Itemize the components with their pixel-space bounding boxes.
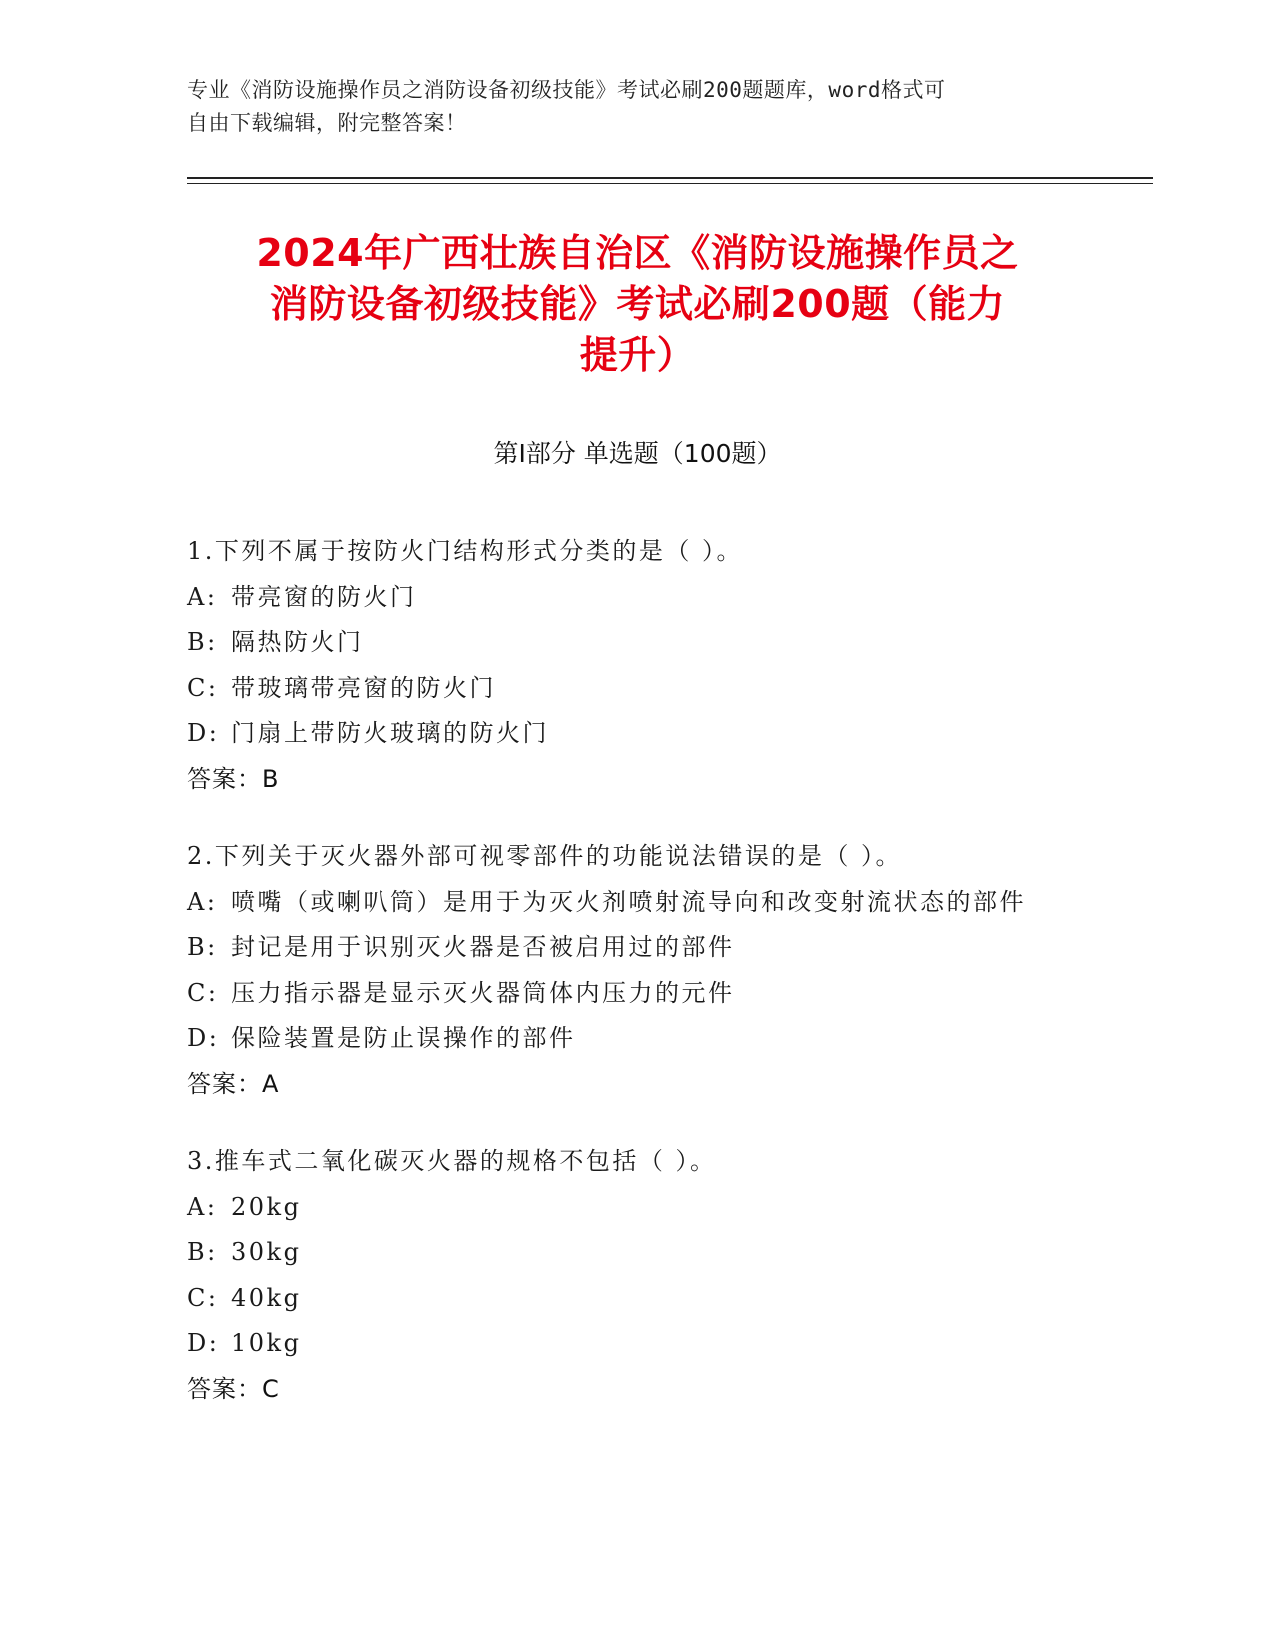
option-a <box>187 880 1077 926</box>
option-label: C: <box>187 978 219 1007</box>
option-text: 压力指示器是显示灭火器筒体内压力的元件 <box>231 978 735 1007</box>
option-text: 封记是用于识别灭火器是否被启用过的部件 <box>231 933 735 961</box>
title-line-3: 提升） <box>579 333 696 377</box>
option-text: 隔热防火门 <box>231 628 364 656</box>
option-text: 喷嘴（或喇叭筒）是用于为灭火剂喷射流导向和改变射流状态的部件 <box>231 887 1026 916</box>
option-label: D: <box>187 1329 220 1357</box>
question-stem: 1.下列不属于按防火门结构形式分类的是（ ）。 <box>187 537 744 565</box>
question-3 <box>187 1139 1077 1412</box>
option-label: D: <box>187 1024 220 1052</box>
option-label: B: <box>187 628 218 656</box>
option-label: B: <box>187 933 218 961</box>
option-c <box>187 666 1077 712</box>
title-line-1: 2024年广西壮族自治区《消防设施操作员之 <box>256 231 1019 275</box>
option-text: 30kg <box>231 1238 302 1266</box>
section-title: 第Ⅰ部分 单选题（100题） <box>493 439 782 468</box>
option-c <box>187 1276 1077 1322</box>
document-title <box>150 228 1125 381</box>
option-b <box>187 620 1077 666</box>
option-text: 带玻璃带亮窗的防火门 <box>231 673 496 702</box>
option-label: C: <box>187 673 219 702</box>
answer-text: 答案：C <box>187 1374 280 1403</box>
option-a <box>187 575 1077 621</box>
option-c <box>187 971 1077 1017</box>
title-line-2: 消防设备初级技能》考试必刷200题（能力 <box>269 282 1006 326</box>
option-label: D: <box>187 719 220 747</box>
option-text: 20kg <box>231 1192 302 1221</box>
option-label: B: <box>187 1238 218 1266</box>
option-label: A: <box>187 582 218 611</box>
option-label: C: <box>187 1283 219 1312</box>
option-d <box>187 1016 1077 1062</box>
option-label: A: <box>187 1192 218 1221</box>
question-stem: 2.下列关于灭火器外部可视零部件的功能说法错误的是（ ）。 <box>187 842 903 870</box>
option-d <box>187 1321 1077 1367</box>
header-divider-thick <box>187 177 1153 179</box>
question-1 <box>187 529 1077 802</box>
answer-text: 答案：A <box>187 1069 280 1098</box>
intro-line-2: 自由下载编辑，附完整答案！ <box>187 111 467 135</box>
option-text: 保险装置是防止误操作的部件 <box>231 1024 576 1052</box>
intro-text <box>187 74 1067 140</box>
option-b <box>187 1230 1077 1276</box>
option-b <box>187 925 1077 971</box>
question-2 <box>187 834 1077 1107</box>
option-text: 40kg <box>231 1283 302 1312</box>
question-stem: 3.推车式二氧化碳灭火器的规格不包括（ ）。 <box>187 1147 717 1175</box>
header-divider-thin <box>187 183 1153 184</box>
question-list <box>187 529 1077 1444</box>
option-a <box>187 1185 1077 1231</box>
option-text: 门扇上带防火玻璃的防火门 <box>231 719 549 747</box>
option-text: 10kg <box>231 1329 302 1357</box>
intro-line-1: 专业《消防设施操作员之消防设备初级技能》考试必刷200题题库，word格式可 <box>187 78 946 102</box>
option-text: 带亮窗的防火门 <box>231 582 417 611</box>
option-d <box>187 711 1077 757</box>
option-label: A: <box>187 887 218 916</box>
answer-text: 答案：B <box>187 764 280 793</box>
